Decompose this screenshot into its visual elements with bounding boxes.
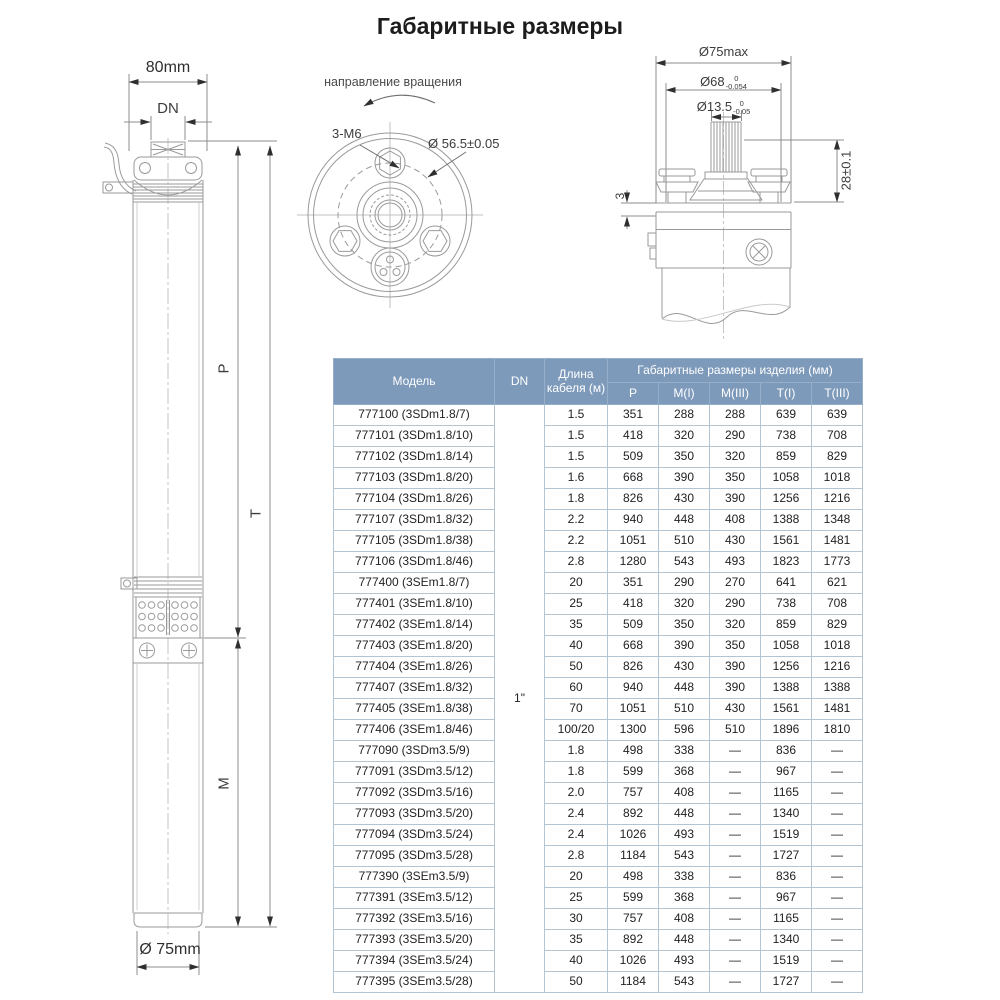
header-m3: M(III)	[710, 383, 761, 405]
table-row	[334, 762, 863, 783]
model-cell: 777103 (3SDm1.8/20)	[334, 468, 495, 489]
value-cell: 1388	[812, 678, 863, 699]
value-cell: —	[812, 783, 863, 804]
value-cell: 510	[659, 531, 710, 552]
value-cell: 290	[710, 426, 761, 447]
value-cell: 668	[608, 636, 659, 657]
value-cell: —	[710, 867, 761, 888]
value-cell: 290	[659, 573, 710, 594]
value-cell: —	[812, 804, 863, 825]
table-row	[334, 468, 863, 489]
value-cell: 829	[812, 447, 863, 468]
value-cell: 509	[608, 447, 659, 468]
value-cell: —	[710, 804, 761, 825]
value-cell: 270	[710, 573, 761, 594]
model-cell: 777395 (3SEm3.5/28)	[334, 972, 495, 993]
table-row	[334, 783, 863, 804]
value-cell: 2.0	[545, 783, 608, 804]
value-cell: 543	[659, 972, 710, 993]
value-cell: 2.4	[545, 825, 608, 846]
value-cell: 940	[608, 678, 659, 699]
value-cell: —	[710, 972, 761, 993]
value-cell: 738	[761, 426, 812, 447]
value-cell: 25	[545, 594, 608, 615]
dia-68-value: Ø68	[700, 74, 725, 89]
value-cell: 498	[608, 741, 659, 762]
value-cell: 1.6	[545, 468, 608, 489]
table-row	[334, 678, 863, 699]
bolt-holes-label: 3-М6	[332, 126, 362, 141]
table-row	[334, 405, 863, 426]
value-cell: 510	[659, 699, 710, 720]
dim-80mm-label: 80mm	[145, 59, 191, 76]
value-cell: 1051	[608, 699, 659, 720]
value-cell: 836	[761, 741, 812, 762]
value-cell: 320	[659, 594, 710, 615]
header-t1: T(I)	[761, 383, 812, 405]
value-cell: —	[710, 846, 761, 867]
header-cable-length: Длина кабеля (м)	[545, 359, 608, 405]
value-cell: 1727	[761, 972, 812, 993]
value-cell: —	[812, 867, 863, 888]
value-cell: 543	[659, 846, 710, 867]
value-cell: 288	[659, 405, 710, 426]
value-cell: 1348	[812, 510, 863, 531]
value-cell: 599	[608, 888, 659, 909]
value-cell: 509	[608, 615, 659, 636]
dimensions-table	[333, 358, 863, 993]
value-cell: —	[710, 762, 761, 783]
value-cell: 859	[761, 615, 812, 636]
header-model: Модель	[334, 359, 495, 405]
value-cell: 320	[659, 426, 710, 447]
model-cell: 777403 (3SEm1.8/20)	[334, 636, 495, 657]
table-row	[334, 972, 863, 993]
model-cell: 777391 (3SEm3.5/12)	[334, 888, 495, 909]
value-cell: 1.8	[545, 762, 608, 783]
value-cell: 1018	[812, 468, 863, 489]
value-cell: 1026	[608, 825, 659, 846]
flange-top-view-drawing	[290, 58, 510, 318]
model-cell: 777401 (3SEm1.8/10)	[334, 594, 495, 615]
value-cell: 641	[761, 573, 812, 594]
value-cell: 418	[608, 594, 659, 615]
value-cell: 408	[659, 783, 710, 804]
model-cell: 777100 (3SDm1.8/7)	[334, 405, 495, 426]
model-cell: 777107 (3SDm1.8/32)	[334, 510, 495, 531]
value-cell: 2.2	[545, 510, 608, 531]
value-cell: 418	[608, 426, 659, 447]
value-cell: 430	[710, 699, 761, 720]
header-dimensions-group: Габаритные размеры изделия (мм)	[608, 359, 863, 383]
value-cell: 320	[710, 447, 761, 468]
dim-t-label: T	[247, 508, 265, 519]
value-cell: 390	[659, 468, 710, 489]
table-body	[334, 405, 863, 993]
value-cell: 639	[812, 405, 863, 426]
model-cell: 777093 (3SDm3.5/20)	[334, 804, 495, 825]
bolt-circle-dia-label: Ø 56.5±0.05	[428, 136, 500, 151]
value-cell: 70	[545, 699, 608, 720]
value-cell: 1165	[761, 909, 812, 930]
dim-75mm-label: Ø 75mm	[139, 941, 201, 958]
value-cell: —	[710, 951, 761, 972]
value-cell: 596	[659, 720, 710, 741]
value-cell: 390	[710, 678, 761, 699]
value-cell: —	[812, 951, 863, 972]
model-cell: 777094 (3SDm3.5/24)	[334, 825, 495, 846]
dim-m-label: M	[215, 777, 233, 790]
value-cell: 826	[608, 489, 659, 510]
header-dn: DN	[495, 359, 545, 405]
model-cell: 777407 (3SEm1.8/32)	[334, 678, 495, 699]
value-cell: 351	[608, 573, 659, 594]
value-cell: 940	[608, 510, 659, 531]
table-row	[334, 825, 863, 846]
value-cell: —	[812, 909, 863, 930]
value-cell: 892	[608, 930, 659, 951]
value-cell: 1519	[761, 951, 812, 972]
value-cell: 2.8	[545, 552, 608, 573]
value-cell: —	[812, 741, 863, 762]
table-row	[334, 846, 863, 867]
value-cell: 498	[608, 867, 659, 888]
header-p: P	[608, 383, 659, 405]
value-cell: 1810	[812, 720, 863, 741]
value-cell: 1256	[761, 489, 812, 510]
dia-shaft-label	[673, 99, 774, 115]
table-row	[334, 489, 863, 510]
table-row	[334, 447, 863, 468]
value-cell: 20	[545, 867, 608, 888]
value-cell: 2.4	[545, 804, 608, 825]
value-cell: —	[710, 930, 761, 951]
dim-dn-label: DN	[157, 100, 179, 117]
model-cell: 777400 (3SEm1.8/7)	[334, 573, 495, 594]
value-cell: 430	[659, 657, 710, 678]
value-cell: 1216	[812, 657, 863, 678]
rotation-direction-label: направление вращения	[324, 75, 462, 89]
table-row	[334, 867, 863, 888]
value-cell: 543	[659, 552, 710, 573]
table-row	[334, 510, 863, 531]
value-cell: 390	[710, 657, 761, 678]
value-cell: 350	[659, 447, 710, 468]
value-cell: 408	[710, 510, 761, 531]
model-cell: 777404 (3SEm1.8/26)	[334, 657, 495, 678]
value-cell: 320	[710, 615, 761, 636]
value-cell: 350	[710, 636, 761, 657]
value-cell: 829	[812, 615, 863, 636]
value-cell: 967	[761, 762, 812, 783]
shaft-height-label: 28±0.1	[838, 150, 854, 191]
value-cell: —	[812, 846, 863, 867]
value-cell: 290	[710, 594, 761, 615]
value-cell: 408	[659, 909, 710, 930]
value-cell: 40	[545, 951, 608, 972]
value-cell: —	[710, 909, 761, 930]
value-cell: 1.8	[545, 489, 608, 510]
value-cell: 288	[710, 405, 761, 426]
table-row	[334, 720, 863, 741]
dim-p-label: P	[215, 363, 233, 374]
value-cell: 351	[608, 405, 659, 426]
value-cell: 350	[710, 468, 761, 489]
value-cell: 493	[710, 552, 761, 573]
value-cell: 1051	[608, 531, 659, 552]
value-cell: —	[812, 930, 863, 951]
model-cell: 777095 (3SDm3.5/28)	[334, 846, 495, 867]
value-cell: 1340	[761, 804, 812, 825]
model-cell: 777102 (3SDm1.8/14)	[334, 447, 495, 468]
value-cell: 50	[545, 972, 608, 993]
value-cell: 448	[659, 510, 710, 531]
value-cell: 1.8	[545, 741, 608, 762]
dia-68-label	[673, 74, 774, 90]
model-cell: 777105 (3SDm1.8/38)	[334, 531, 495, 552]
value-cell: —	[710, 783, 761, 804]
value-cell: 1058	[761, 636, 812, 657]
value-cell: 30	[545, 909, 608, 930]
value-cell: 1184	[608, 846, 659, 867]
table-row	[334, 699, 863, 720]
value-cell: 1388	[761, 678, 812, 699]
table-row	[334, 741, 863, 762]
value-cell: 2.8	[545, 846, 608, 867]
header-m1: M(I)	[659, 383, 710, 405]
value-cell: 50	[545, 657, 608, 678]
value-cell: 1561	[761, 699, 812, 720]
value-cell: 100/20	[545, 720, 608, 741]
table-row	[334, 909, 863, 930]
table-row	[334, 888, 863, 909]
model-cell: 777406 (3SEm1.8/46)	[334, 720, 495, 741]
model-cell: 777091 (3SDm3.5/12)	[334, 762, 495, 783]
value-cell: 1216	[812, 489, 863, 510]
value-cell: 1823	[761, 552, 812, 573]
table-row	[334, 804, 863, 825]
value-cell: —	[710, 741, 761, 762]
value-cell: —	[812, 972, 863, 993]
value-cell: 1184	[608, 972, 659, 993]
value-cell: 1388	[761, 510, 812, 531]
model-cell: 777393 (3SEm3.5/20)	[334, 930, 495, 951]
value-cell: 1561	[761, 531, 812, 552]
value-cell: 338	[659, 741, 710, 762]
value-cell: 448	[659, 804, 710, 825]
value-cell: 35	[545, 615, 608, 636]
value-cell: 1519	[761, 825, 812, 846]
table-row	[334, 636, 863, 657]
value-cell: 20	[545, 573, 608, 594]
value-cell: —	[812, 888, 863, 909]
value-cell: 368	[659, 762, 710, 783]
value-cell: 430	[659, 489, 710, 510]
value-cell: —	[710, 888, 761, 909]
value-cell: —	[710, 825, 761, 846]
table-row	[334, 930, 863, 951]
dia-shaft-value: Ø13.5	[696, 99, 733, 114]
value-cell: 35	[545, 930, 608, 951]
value-cell: 1165	[761, 783, 812, 804]
value-cell: 1.5	[545, 426, 608, 447]
value-cell: 757	[608, 783, 659, 804]
dia-68-tolerance: 0 -0.054	[725, 74, 747, 91]
value-cell: —	[812, 762, 863, 783]
value-cell: 493	[659, 825, 710, 846]
value-cell: 510	[710, 720, 761, 741]
value-cell: 1481	[812, 531, 863, 552]
model-cell: 777092 (3SDm3.5/16)	[334, 783, 495, 804]
model-cell: 777394 (3SEm3.5/24)	[334, 951, 495, 972]
value-cell: 448	[659, 678, 710, 699]
value-cell: 2.2	[545, 531, 608, 552]
value-cell: 826	[608, 657, 659, 678]
dn-merged-cell: 1"	[495, 405, 545, 993]
value-cell: 338	[659, 867, 710, 888]
value-cell: 25	[545, 888, 608, 909]
value-cell: 350	[659, 615, 710, 636]
table-row	[334, 594, 863, 615]
value-cell: 1058	[761, 468, 812, 489]
model-cell: 777104 (3SDm1.8/26)	[334, 489, 495, 510]
value-cell: 1256	[761, 657, 812, 678]
page-title: Габаритные размеры	[376, 13, 624, 39]
dia-75max-label: Ø75max	[698, 44, 749, 59]
model-cell: 777106 (3SDm1.8/46)	[334, 552, 495, 573]
value-cell: 368	[659, 888, 710, 909]
value-cell: 448	[659, 930, 710, 951]
value-cell: 390	[659, 636, 710, 657]
table-row	[334, 951, 863, 972]
table-row	[334, 615, 863, 636]
value-cell: 668	[608, 468, 659, 489]
value-cell: 430	[710, 531, 761, 552]
value-cell: 708	[812, 594, 863, 615]
table-row	[334, 426, 863, 447]
value-cell: 1896	[761, 720, 812, 741]
value-cell: 1280	[608, 552, 659, 573]
table-row	[334, 531, 863, 552]
value-cell: 621	[812, 573, 863, 594]
gap-3-label: 3	[613, 192, 627, 200]
value-cell: 1340	[761, 930, 812, 951]
model-cell: 777390 (3SEm3.5/9)	[334, 867, 495, 888]
value-cell: 757	[608, 909, 659, 930]
value-cell: 493	[659, 951, 710, 972]
value-cell: —	[812, 825, 863, 846]
value-cell: 40	[545, 636, 608, 657]
value-cell: 967	[761, 888, 812, 909]
model-cell: 777392 (3SEm3.5/16)	[334, 909, 495, 930]
table-row	[334, 657, 863, 678]
value-cell: 60	[545, 678, 608, 699]
model-cell: 777405 (3SEm1.8/38)	[334, 699, 495, 720]
model-cell: 777090 (3SDm3.5/9)	[334, 741, 495, 762]
value-cell: 639	[761, 405, 812, 426]
value-cell: 708	[812, 426, 863, 447]
value-cell: 1481	[812, 699, 863, 720]
value-cell: 599	[608, 762, 659, 783]
value-cell: 1300	[608, 720, 659, 741]
value-cell: 1018	[812, 636, 863, 657]
value-cell: 1026	[608, 951, 659, 972]
value-cell: 1.5	[545, 405, 608, 426]
value-cell: 390	[710, 489, 761, 510]
model-cell: 777402 (3SEm1.8/14)	[334, 615, 495, 636]
value-cell: 1.5	[545, 447, 608, 468]
table-row	[334, 552, 863, 573]
table-row	[334, 573, 863, 594]
value-cell: 892	[608, 804, 659, 825]
value-cell: 859	[761, 447, 812, 468]
model-cell: 777101 (3SDm1.8/10)	[334, 426, 495, 447]
dia-shaft-tolerance: 0 -0.05	[733, 99, 751, 116]
value-cell: 836	[761, 867, 812, 888]
value-cell: 738	[761, 594, 812, 615]
value-cell: 1773	[812, 552, 863, 573]
value-cell: 1727	[761, 846, 812, 867]
header-t3: T(III)	[812, 383, 863, 405]
